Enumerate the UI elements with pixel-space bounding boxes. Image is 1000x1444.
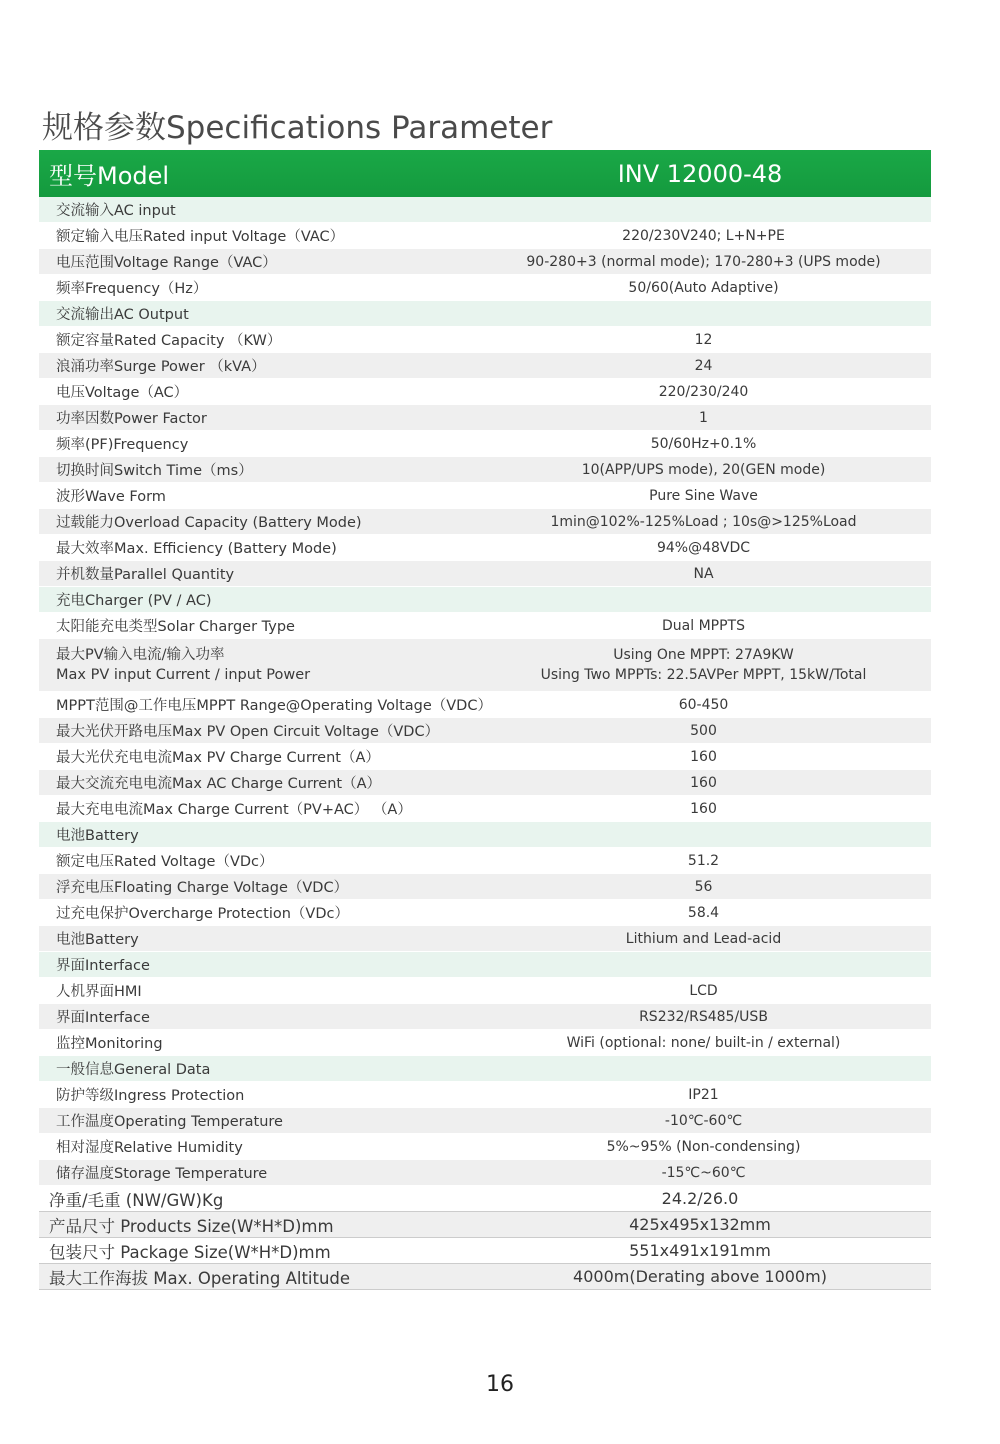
spec-row [39,1134,931,1160]
model-value: INV 12000-48 [617,159,783,188]
spec-label: 监控Monitoring [56,1036,163,1052]
spec-value: 24 [694,357,713,374]
spec-row [39,1186,931,1212]
spec-label [39,645,526,685]
spec-label: 最大光伏开路电压Max PV Open Circuit Voltage（VDC） [56,724,440,740]
spec-row [39,744,931,770]
spec-label: 最大充电电流Max Charge Current（PV+AC） （A） [56,802,412,818]
spec-value: LCD [689,982,718,999]
section-header-row [39,301,931,327]
spec-row [39,1030,931,1056]
spec-value: 160 [690,774,717,791]
spec-label: 并机数量Parallel Quantity [56,567,235,583]
section-title: 交流输出AC Output [56,307,189,323]
spec-label: 人机界面HMI [56,984,142,1000]
spec-row [39,509,931,535]
spec-row [39,223,931,249]
spec-label: 功率因数Power Factor [56,411,207,427]
spec-label: 浪涌功率Surge Power （kVA） [56,359,266,375]
spec-label: 产品尺寸 Products Size(W*H*D)mm [49,1216,334,1236]
section-title: 交流输入AC input [56,203,176,219]
section-title: 电池Battery [56,828,139,844]
spec-row [39,1264,931,1290]
spec-row [39,483,931,509]
spec-value: 220/230V240; L+N+PE [622,227,785,244]
spec-value: 1 [699,409,708,426]
spec-row [39,770,931,796]
spec-label: 界面Interface [56,1010,150,1026]
spec-label: 频率Frequency（Hz） [56,281,208,297]
spec-value: Dual MPPTS [662,617,745,634]
model-label: 型号Model [49,162,170,190]
spec-label: 电池Battery [56,932,139,948]
spec-row [39,718,931,744]
spec-row [39,561,931,587]
section-header-row [39,952,931,978]
section-header-row [39,587,931,613]
spec-value: 50/60Hz+0.1% [650,435,757,452]
spec-value: 10(APP/UPS mode), 20(GEN mode) [581,461,826,478]
spec-label: 电压Voltage（AC） [56,385,189,401]
spec-row [39,275,931,301]
section-header-row [39,197,931,223]
spec-value: 50/60(Auto Adaptive) [628,279,779,296]
spec-label: 切换时间Switch Time（ms） [56,463,253,479]
spec-value: 4000m(Derating above 1000m) [573,1267,827,1286]
spec-value: 500 [690,722,717,739]
spec-row [39,900,931,926]
spec-label: 最大效率Max. Efficiency (Battery Mode) [56,541,337,557]
spec-value: WiFi (optional: none/ built-in / external) [566,1034,841,1051]
spec-table [39,150,931,1290]
spec-value: -15℃~60℃ [661,1164,746,1181]
spec-label: 频率(PF)Frequency [56,437,189,453]
spec-row [39,796,931,822]
spec-row [39,353,931,379]
spec-value: IP21 [688,1086,719,1103]
spec-value: 425x495x132mm [629,1215,771,1234]
page-number: 16 [486,1372,514,1397]
page-title: 规格参数Specifications Parameter [42,110,553,146]
spec-value: 56 [694,878,713,895]
spec-label: 太阳能充电类型Solar Charger Type [56,619,295,635]
spec-value-line: Using Two MPPTs: 22.5AVPer MPPT, 15kW/Total [540,667,867,683]
spec-value: 51.2 [687,852,720,869]
spec-value: 5%~95% (Non-condensing) [606,1138,801,1155]
spec-row [39,535,931,561]
spec-value: RS232/RS485/USB [639,1008,768,1025]
spec-row [39,1082,931,1108]
spec-value: -10℃-60℃ [664,1112,743,1129]
spec-label-line: Max PV input Current / input Power [56,667,311,683]
spec-label: 电压范围Voltage Range（VAC） [56,255,277,271]
spec-rows [39,197,931,1290]
spec-row [39,1238,931,1264]
spec-value: 58.4 [687,904,720,921]
spec-label: 工作温度Operating Temperature [56,1114,283,1130]
spec-label: MPPT范围@工作电压MPPT Range@Operating Voltage（VDC） [56,698,492,714]
spec-value: 220/230/240 [658,383,749,400]
spec-label: 最大工作海拔 Max. Operating Altitude [49,1268,351,1288]
spec-value: Pure Sine Wave [649,487,758,504]
spec-label: 浮充电压Floating Charge Voltage（VDC） [56,880,349,896]
spec-value: Lithium and Lead-acid [625,930,782,947]
spec-row [39,457,931,483]
spec-label: 包装尺寸 Package Size(W*H*D)mm [49,1242,331,1262]
spec-row [39,848,931,874]
spec-row [39,1212,931,1238]
spec-row [39,405,931,431]
section-title: 界面Interface [56,958,150,974]
spec-label: 波形Wave Form [56,489,166,505]
spec-label: 过充电保护Overcharge Protection（VDc） [56,906,349,922]
spec-label-line: 最大PV输入电流/输入功率 [56,647,225,663]
spec-value [526,645,931,685]
spec-value: 551x491x191mm [629,1241,771,1260]
spec-row [39,1004,931,1030]
spec-row [39,431,931,457]
spec-value: 60-450 [678,696,729,713]
spec-value: 12 [694,331,713,348]
spec-row [39,926,931,952]
spec-label: 额定电压Rated Voltage（VDc） [56,854,274,870]
spec-label: 最大光伏充电电流Max PV Charge Current（A） [56,750,380,766]
section-header-row [39,1056,931,1082]
spec-label: 额定容量Rated Capacity （KW） [56,333,282,349]
spec-label: 相对湿度Relative Humidity [56,1140,243,1156]
spec-value: 160 [690,800,717,817]
spec-value: NA [693,565,714,582]
spec-row [39,327,931,353]
spec-value: 94%@48VDC [656,539,751,556]
spec-row [39,613,931,639]
section-title: 充电Charger (PV / AC) [56,593,212,609]
spec-value: 160 [690,748,717,765]
spec-row [39,874,931,900]
spec-row [39,692,931,718]
spec-value: 90-280+3 (normal mode); 170-280+3 (UPS mode) [526,253,881,270]
spec-value: 1min@102%-125%Load ; 10s@>125%Load [550,513,857,530]
spec-value: 24.2/26.0 [661,1189,739,1208]
spec-row [39,1108,931,1134]
spec-label: 防护等级Ingress Protection [56,1088,245,1104]
spec-row [39,978,931,1004]
section-title: 一般信息General Data [56,1062,211,1078]
model-header-row [39,150,931,197]
spec-label: 净重/毛重 (NW/GW)Kg [49,1190,224,1210]
spec-row [39,1160,931,1186]
spec-label: 储存温度Storage Temperature [56,1166,268,1182]
spec-value-line: Using One MPPT: 27A9KW [613,647,794,663]
spec-row [39,379,931,405]
spec-row [39,249,931,275]
spec-label: 额定输入电压Rated input Voltage（VAC） [56,229,345,245]
section-header-row [39,822,931,848]
spec-label: 过载能力Overload Capacity (Battery Mode) [56,515,362,531]
spec-row [39,639,931,692]
spec-label: 最大交流充电电流Max AC Charge Current（A） [56,776,382,792]
